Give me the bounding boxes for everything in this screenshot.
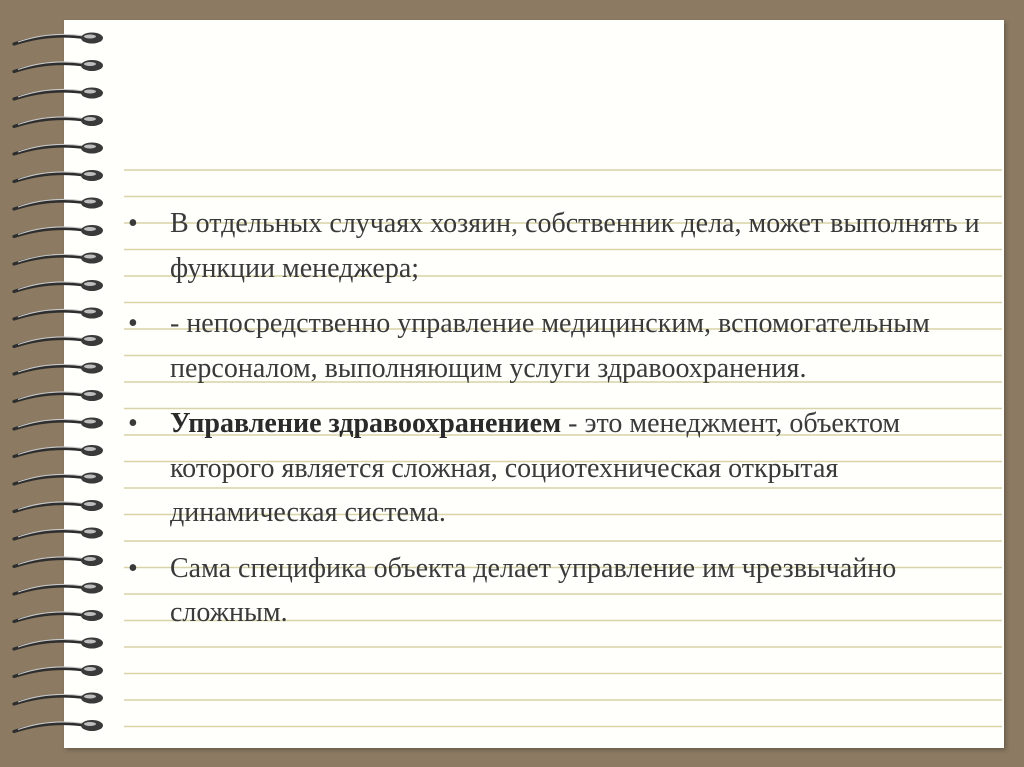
bullet-marker: • <box>128 408 138 439</box>
binding-ring <box>14 583 103 595</box>
binding-ring <box>14 280 103 292</box>
bullet-marker: • <box>128 308 138 339</box>
binding-ring <box>14 693 103 705</box>
binding-ring <box>14 555 103 567</box>
binding-ring <box>14 473 103 485</box>
binding-ring <box>14 308 103 320</box>
binding-ring <box>14 610 103 622</box>
bullet-item <box>124 402 984 536</box>
binding-ring <box>14 198 103 210</box>
binding-ring <box>14 143 103 155</box>
bullet-item <box>124 547 984 636</box>
bullet-text: В отдельных случаях хозяин, собственник дела, может выполнять и функции менеджера; <box>170 208 980 284</box>
bullet-marker: • <box>128 208 138 239</box>
binding-ring <box>14 445 103 457</box>
bullet-item <box>124 302 984 391</box>
binding-ring <box>14 665 103 677</box>
binding-ring <box>14 115 103 127</box>
slide-content <box>124 202 984 647</box>
bullet-text: Сама специфика объекта делает управление им чрезвычайно сложным. <box>170 552 897 628</box>
binding-ring <box>14 528 103 540</box>
bullet-marker: • <box>128 552 138 584</box>
binding-ring <box>14 363 103 375</box>
bold-term: Управление здравоохранением <box>170 408 562 439</box>
binding-ring <box>14 335 103 347</box>
bullet-text: - непосредственно управление медицинским, вспомогательным персоналом, выполняющим услуги здравоохранения. <box>170 308 930 384</box>
binding-ring <box>14 88 103 100</box>
binding-ring <box>14 418 103 430</box>
binding-ring <box>14 225 103 237</box>
binding-ring <box>14 638 103 650</box>
bullet-text: - это менеджмент, объектом которого является сложная, социотехническая открытая динамическая система. <box>170 408 901 528</box>
binding-ring <box>14 253 103 265</box>
bullet-item <box>124 202 984 291</box>
binding-ring <box>14 60 103 72</box>
binding-ring <box>14 720 103 732</box>
binding-ring <box>14 170 103 182</box>
binding-ring <box>14 33 103 45</box>
binding-ring <box>14 390 103 402</box>
bullet-list <box>124 202 984 636</box>
binding-ring <box>14 500 103 512</box>
spiral-binding-icon <box>0 0 120 767</box>
